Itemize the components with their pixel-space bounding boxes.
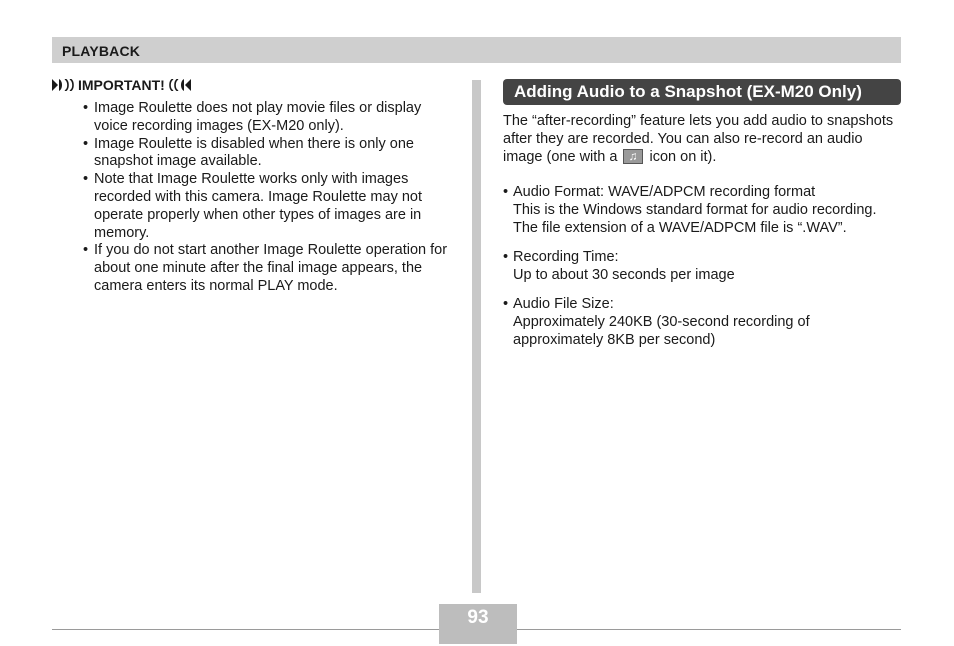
list-item: • Image Roulette is disabled when there is only one snapshot image available. [52, 136, 452, 172]
left-arrows-icon [169, 79, 191, 91]
spec-recording-time [503, 248, 901, 284]
spec-audio-file-size [503, 295, 901, 349]
important-heading [52, 76, 452, 94]
spec-line: This is the Windows standard format for audio recording. [513, 202, 877, 218]
section-header-bar [52, 37, 901, 63]
spec-audio-format [503, 183, 901, 237]
list-item: • If you do not start another Image Roulette operation for about one minute after the final image appears, the camera enters its normal PLAY mode. [52, 242, 452, 295]
list-item: • Image Roulette does not play movie files or display voice recording images (EX-M20 only). [52, 100, 452, 136]
spec-line: Approximately 240KB (30-second recording of [513, 314, 810, 330]
column-divider [472, 80, 481, 593]
page-number-box [439, 604, 517, 644]
audio-section [503, 79, 901, 349]
right-arrows-icon [52, 79, 74, 91]
list-item: • Note that Image Roulette works only with images recorded with this camera. Image Roulette may not operate properly when other types of images are in memory. [52, 171, 452, 242]
section-title: Adding Audio to a Snapshot (EX-M20 Only) [503, 79, 901, 105]
spec-line: Up to about 30 seconds per image [513, 267, 735, 283]
spec-line: The file extension of a WAVE/ADPCM file is “.WAV”. [513, 220, 847, 236]
spec-head: • Audio File Size: [503, 295, 901, 313]
section-header-label: PLAYBACK [62, 43, 141, 59]
page-number: 93 [467, 607, 489, 628]
intro-text-end: icon on it). [649, 149, 717, 165]
intro-paragraph [503, 112, 901, 166]
intro-text: The “after-recording” feature lets you add audio to snapshots after they are recorded. You can also re-record an audio image (one with a [503, 113, 894, 165]
important-label: IMPORTANT! [78, 77, 165, 93]
spec-line: approximately 8KB per second) [513, 332, 716, 348]
spec-head: • Audio Format: WAVE/ADPCM recording format [503, 183, 901, 201]
important-notes [52, 76, 452, 296]
spec-head: • Recording Time: [503, 248, 901, 266]
important-list [52, 100, 452, 296]
audio-image-icon: ♫ [623, 149, 643, 164]
